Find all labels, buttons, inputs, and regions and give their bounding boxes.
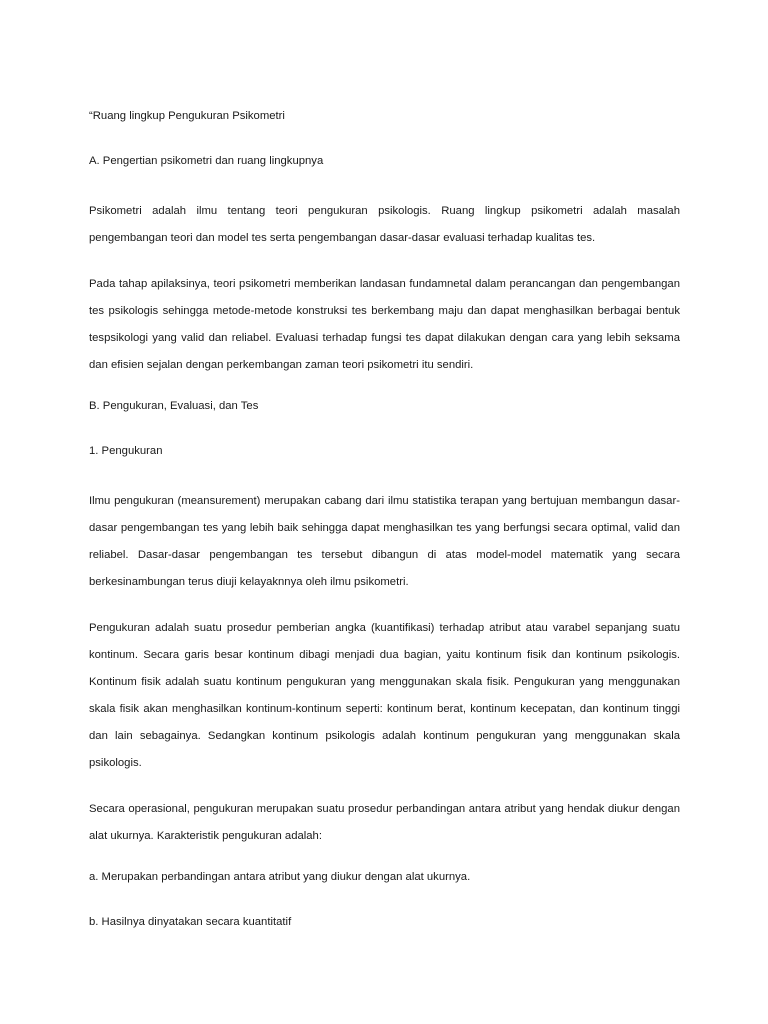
document-title: “Ruang lingkup Pengukuran Psikometri [89,110,285,122]
paragraph-line: Ilmu pengukuran (meansurement) merupakan cabang dari ilmu statistika terapan yang bertujuan membangun dasar- [89,495,680,507]
paragraph-line: kontinum. Secara garis besar kontinum dibagi menjadi dua bagian, yaitu kontinum fisik dan kontinum psikologis. [89,649,680,661]
paragraph-line: tespsikologi yang valid dan reliabel. Evaluasi terhadap fungsi tes dapat dilakukan dengan cara yang lebih seksama [89,332,680,344]
list-item-a: a. Merupakan perbandingan antara atribut yang diukur dengan alat ukurnya. [89,871,471,883]
paragraph-4 [89,615,680,777]
paragraph-line: dasar pengembangan tes yang lebih baik sehingga dapat menghasilkan tes yang berfungsi secara optimal, valid dan [89,522,680,534]
paragraph-line: dan lain sebagainya. Sedangkan kontinum psikologis adalah kontinum pengukuran yang menggunakan skala [89,730,680,742]
paragraph-line: Pada tahap apilaksinya, teori psikometri memberikan landasan fundamnetal dalam perancangan dan pengembangan [89,278,680,290]
paragraph-line: Secara operasional, pengukuran merupakan suatu prosedur perbandingan antara atribut yang hendak diukur dengan [89,803,680,815]
paragraph-line: Kontinum fisik adalah suatu kontinum pengukuran yang menggunakan skala fisik. Pengukuran yang menggunakan [89,676,680,688]
paragraph-1 [89,198,680,252]
paragraph-line: pengembangan teori dan model tes serta pengembangan dasar-dasar evaluasi terhadap kualitas tes. [89,232,596,244]
list-item-b: b. Hasilnya dinyatakan secara kuantitatif [89,916,292,928]
paragraph-line: Psikometri adalah ilmu tentang teori pengukuran psikologis. Ruang lingkup psikometri adalah masalah [89,205,680,217]
paragraph-5 [89,796,680,850]
paragraph-3 [89,488,680,596]
paragraph-line: tes psikologis sehingga metode-metode konstruksi tes berkembang maju dan dapat menghasilkan berbagai bentuk [89,305,680,317]
paragraph-line: skala fisik akan menghasilkan kontinum-kontinum seperti: kontinum berat, kontinum kecepatan, dan kontinum tinggi [89,703,680,715]
paragraph-2 [89,271,680,379]
paragraph-line: berkesinambungan terus diuji kelayaknnya oleh ilmu psikometri. [89,576,409,588]
paragraph-line: alat ukurnya. Karakteristik pengukuran adalah: [89,830,322,842]
paragraph-line: dan efisien sejalan dengan perkembangan zaman teori psikometri itu sendiri. [89,359,474,371]
paragraph-line: reliabel. Dasar-dasar pengembangan tes tersebut dibangun di atas model-model matematik yang secara [89,549,680,561]
paragraph-line: psikologis. [89,757,142,769]
section-a-heading: A. Pengertian psikometri dan ruang lingkupnya [89,155,324,167]
paragraph-line: Pengukuran adalah suatu prosedur pemberian angka (kuantifikasi) terhadap atribut atau varabel sepanjang suatu [89,622,680,634]
section-b-heading: B. Pengukuran, Evaluasi, dan Tes [89,400,259,412]
subheading-pengukuran: 1. Pengukuran [89,445,163,457]
